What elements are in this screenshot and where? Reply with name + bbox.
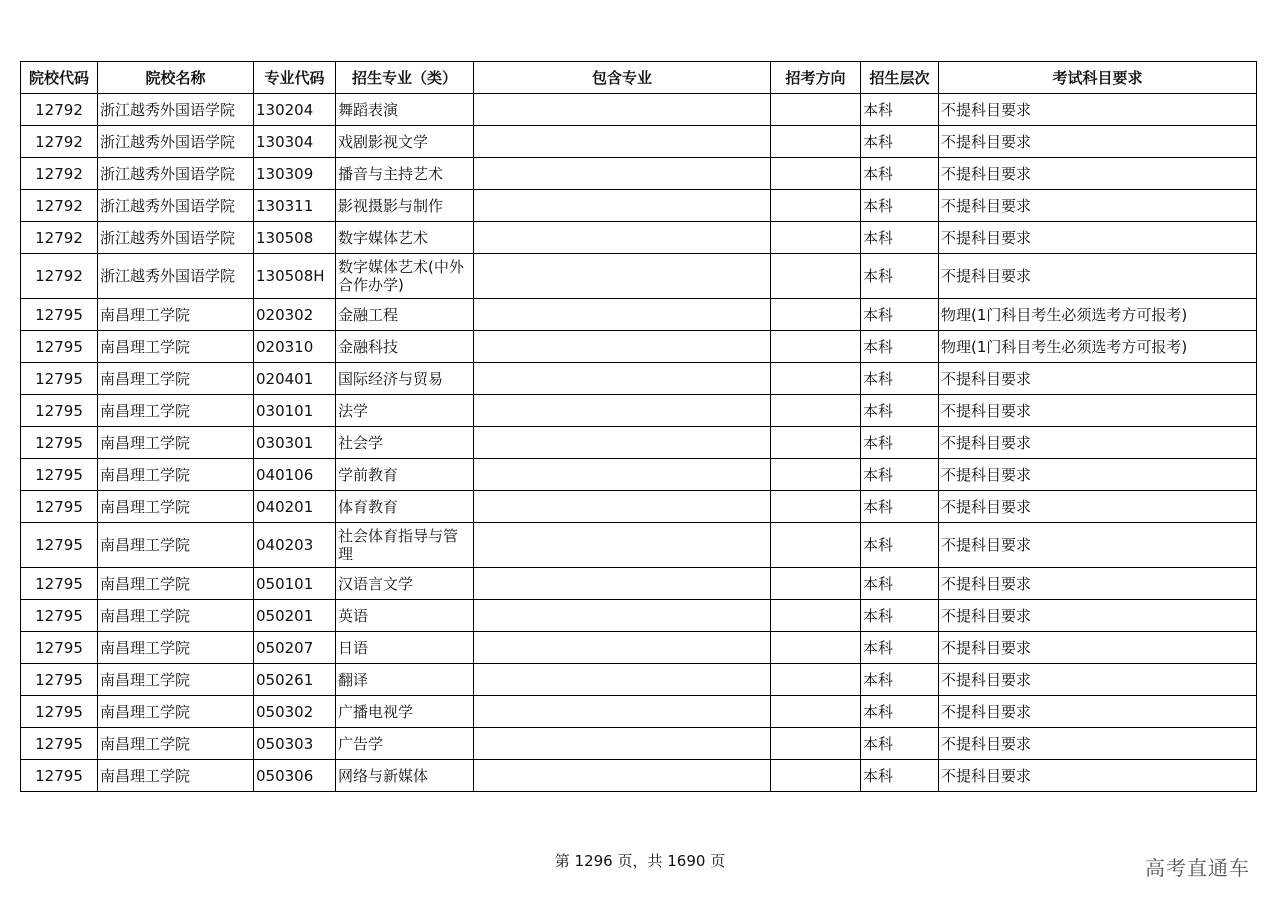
cell-school-code: 12792 xyxy=(21,190,98,222)
cell-school-name: 浙江越秀外国语学院 xyxy=(98,94,254,126)
table-row xyxy=(21,632,1257,664)
cell-school-name: 南昌理工学院 xyxy=(98,728,254,760)
table-row xyxy=(21,459,1257,491)
cell-level: 本科 xyxy=(861,664,939,696)
header-major-code: 专业代码 xyxy=(254,62,336,94)
cell-requirement: 不提科目要求 xyxy=(939,523,1257,568)
cell-level: 本科 xyxy=(861,363,939,395)
cell-level: 本科 xyxy=(861,459,939,491)
table-row xyxy=(21,568,1257,600)
cell-includes xyxy=(474,363,771,395)
header-row xyxy=(21,62,1257,94)
cell-level: 本科 xyxy=(861,491,939,523)
cell-school-name: 南昌理工学院 xyxy=(98,331,254,363)
cell-includes xyxy=(474,696,771,728)
cell-requirement: 不提科目要求 xyxy=(939,491,1257,523)
cell-major: 数字媒体艺术(中外合作办学) xyxy=(336,254,474,299)
cell-requirement: 不提科目要求 xyxy=(939,126,1257,158)
cell-includes xyxy=(474,331,771,363)
header-major: 招生专业（类） xyxy=(336,62,474,94)
table-row xyxy=(21,158,1257,190)
header-requirement: 考试科目要求 xyxy=(939,62,1257,94)
cell-major: 网络与新媒体 xyxy=(336,760,474,792)
cell-school-code: 12795 xyxy=(21,600,98,632)
cell-major-code: 130204 xyxy=(254,94,336,126)
cell-direction xyxy=(771,728,861,760)
cell-level: 本科 xyxy=(861,568,939,600)
cell-includes xyxy=(474,158,771,190)
cell-major-code: 020302 xyxy=(254,299,336,331)
cell-level: 本科 xyxy=(861,728,939,760)
cell-direction xyxy=(771,600,861,632)
cell-major: 舞蹈表演 xyxy=(336,94,474,126)
cell-direction xyxy=(771,94,861,126)
cell-school-name: 南昌理工学院 xyxy=(98,523,254,568)
cell-level: 本科 xyxy=(861,632,939,664)
cell-school-code: 12795 xyxy=(21,568,98,600)
cell-requirement: 不提科目要求 xyxy=(939,600,1257,632)
cell-level: 本科 xyxy=(861,760,939,792)
cell-direction xyxy=(771,491,861,523)
enrollment-table xyxy=(20,61,1257,792)
header-direction: 招考方向 xyxy=(771,62,861,94)
cell-school-name: 南昌理工学院 xyxy=(98,491,254,523)
cell-school-code: 12795 xyxy=(21,491,98,523)
cell-school-name: 浙江越秀外国语学院 xyxy=(98,158,254,190)
cell-major: 国际经济与贸易 xyxy=(336,363,474,395)
cell-level: 本科 xyxy=(861,600,939,632)
page-footer: 第 1296 页，共 1690 页 xyxy=(554,852,726,870)
cell-direction xyxy=(771,363,861,395)
cell-direction xyxy=(771,299,861,331)
cell-includes xyxy=(474,254,771,299)
header-school-name: 院校名称 xyxy=(98,62,254,94)
cell-direction xyxy=(771,459,861,491)
cell-direction xyxy=(771,331,861,363)
cell-school-code: 12792 xyxy=(21,126,98,158)
cell-school-name: 南昌理工学院 xyxy=(98,427,254,459)
cell-level: 本科 xyxy=(861,158,939,190)
cell-includes xyxy=(474,632,771,664)
cell-school-name: 浙江越秀外国语学院 xyxy=(98,126,254,158)
cell-school-code: 12792 xyxy=(21,222,98,254)
cell-major: 翻译 xyxy=(336,664,474,696)
cell-major-code: 040106 xyxy=(254,459,336,491)
cell-school-code: 12795 xyxy=(21,523,98,568)
cell-includes xyxy=(474,299,771,331)
cell-school-code: 12795 xyxy=(21,459,98,491)
cell-includes xyxy=(474,600,771,632)
cell-includes xyxy=(474,459,771,491)
cell-major: 金融工程 xyxy=(336,299,474,331)
table-row xyxy=(21,395,1257,427)
cell-school-name: 南昌理工学院 xyxy=(98,664,254,696)
header-level: 招生层次 xyxy=(861,62,939,94)
header-includes: 包含专业 xyxy=(474,62,771,94)
header-school-code: 院校代码 xyxy=(21,62,98,94)
cell-direction xyxy=(771,254,861,299)
cell-school-name: 南昌理工学院 xyxy=(98,299,254,331)
cell-requirement: 不提科目要求 xyxy=(939,94,1257,126)
table-row xyxy=(21,728,1257,760)
cell-includes xyxy=(474,728,771,760)
cell-includes xyxy=(474,568,771,600)
cell-major-code: 030101 xyxy=(254,395,336,427)
cell-school-code: 12795 xyxy=(21,363,98,395)
cell-school-code: 12795 xyxy=(21,632,98,664)
cell-school-code: 12795 xyxy=(21,427,98,459)
cell-direction xyxy=(771,222,861,254)
cell-major-code: 050101 xyxy=(254,568,336,600)
cell-school-code: 12795 xyxy=(21,728,98,760)
cell-includes xyxy=(474,523,771,568)
cell-direction xyxy=(771,126,861,158)
cell-school-code: 12792 xyxy=(21,158,98,190)
table-row xyxy=(21,363,1257,395)
cell-level: 本科 xyxy=(861,523,939,568)
cell-major-code: 020401 xyxy=(254,363,336,395)
cell-requirement: 不提科目要求 xyxy=(939,459,1257,491)
cell-school-code: 12795 xyxy=(21,331,98,363)
cell-direction xyxy=(771,158,861,190)
cell-school-name: 南昌理工学院 xyxy=(98,696,254,728)
cell-major-code: 050261 xyxy=(254,664,336,696)
cell-major-code: 130508 xyxy=(254,222,336,254)
table-row xyxy=(21,427,1257,459)
cell-major-code: 040203 xyxy=(254,523,336,568)
cell-major: 影视摄影与制作 xyxy=(336,190,474,222)
cell-major: 广播电视学 xyxy=(336,696,474,728)
cell-requirement: 物理(1门科目考生必须选考方可报考) xyxy=(939,299,1257,331)
cell-major: 汉语言文学 xyxy=(336,568,474,600)
table-row xyxy=(21,696,1257,728)
cell-major-code: 130311 xyxy=(254,190,336,222)
table-row xyxy=(21,664,1257,696)
cell-major: 播音与主持艺术 xyxy=(336,158,474,190)
cell-major-code: 050207 xyxy=(254,632,336,664)
cell-includes xyxy=(474,94,771,126)
cell-school-code: 12792 xyxy=(21,254,98,299)
table-row xyxy=(21,254,1257,299)
cell-requirement: 物理(1门科目考生必须选考方可报考) xyxy=(939,331,1257,363)
cell-school-name: 南昌理工学院 xyxy=(98,632,254,664)
cell-requirement: 不提科目要求 xyxy=(939,632,1257,664)
cell-school-code: 12795 xyxy=(21,395,98,427)
table-row xyxy=(21,94,1257,126)
cell-major: 社会体育指导与管理 xyxy=(336,523,474,568)
cell-level: 本科 xyxy=(861,190,939,222)
cell-direction xyxy=(771,190,861,222)
cell-school-code: 12795 xyxy=(21,299,98,331)
cell-direction xyxy=(771,664,861,696)
cell-requirement: 不提科目要求 xyxy=(939,664,1257,696)
cell-level: 本科 xyxy=(861,299,939,331)
cell-level: 本科 xyxy=(861,427,939,459)
cell-requirement: 不提科目要求 xyxy=(939,158,1257,190)
table-row xyxy=(21,523,1257,568)
cell-major: 学前教育 xyxy=(336,459,474,491)
cell-major-code: 050302 xyxy=(254,696,336,728)
watermark-logo: 高考直通车 xyxy=(1145,856,1250,880)
cell-direction xyxy=(771,696,861,728)
cell-requirement: 不提科目要求 xyxy=(939,728,1257,760)
cell-major: 日语 xyxy=(336,632,474,664)
table-row xyxy=(21,190,1257,222)
table-row xyxy=(21,600,1257,632)
cell-school-code: 12795 xyxy=(21,696,98,728)
cell-school-name: 南昌理工学院 xyxy=(98,395,254,427)
cell-major: 体育教育 xyxy=(336,491,474,523)
cell-direction xyxy=(771,427,861,459)
table-row xyxy=(21,760,1257,792)
cell-major: 戏剧影视文学 xyxy=(336,126,474,158)
cell-level: 本科 xyxy=(861,395,939,427)
cell-requirement: 不提科目要求 xyxy=(939,222,1257,254)
cell-school-name: 浙江越秀外国语学院 xyxy=(98,190,254,222)
table-row xyxy=(21,299,1257,331)
cell-major: 社会学 xyxy=(336,427,474,459)
cell-major-code: 050306 xyxy=(254,760,336,792)
cell-school-name: 浙江越秀外国语学院 xyxy=(98,254,254,299)
cell-requirement: 不提科目要求 xyxy=(939,363,1257,395)
cell-major: 数字媒体艺术 xyxy=(336,222,474,254)
table-row xyxy=(21,331,1257,363)
table-row xyxy=(21,126,1257,158)
cell-school-code: 12792 xyxy=(21,94,98,126)
cell-major-code: 050303 xyxy=(254,728,336,760)
cell-major-code: 130309 xyxy=(254,158,336,190)
cell-school-code: 12795 xyxy=(21,760,98,792)
cell-requirement: 不提科目要求 xyxy=(939,427,1257,459)
cell-major: 金融科技 xyxy=(336,331,474,363)
cell-includes xyxy=(474,491,771,523)
cell-level: 本科 xyxy=(861,94,939,126)
cell-school-code: 12795 xyxy=(21,664,98,696)
cell-requirement: 不提科目要求 xyxy=(939,395,1257,427)
table-row xyxy=(21,222,1257,254)
cell-level: 本科 xyxy=(861,254,939,299)
cell-school-name: 南昌理工学院 xyxy=(98,459,254,491)
cell-major-code: 030301 xyxy=(254,427,336,459)
cell-direction xyxy=(771,523,861,568)
cell-major: 广告学 xyxy=(336,728,474,760)
cell-includes xyxy=(474,126,771,158)
cell-level: 本科 xyxy=(861,696,939,728)
cell-includes xyxy=(474,395,771,427)
cell-includes xyxy=(474,664,771,696)
cell-requirement: 不提科目要求 xyxy=(939,696,1257,728)
cell-major-code: 020310 xyxy=(254,331,336,363)
cell-major-code: 130304 xyxy=(254,126,336,158)
cell-requirement: 不提科目要求 xyxy=(939,190,1257,222)
cell-major-code: 130508H xyxy=(254,254,336,299)
cell-major-code: 040201 xyxy=(254,491,336,523)
cell-major: 法学 xyxy=(336,395,474,427)
cell-includes xyxy=(474,190,771,222)
cell-direction xyxy=(771,760,861,792)
cell-requirement: 不提科目要求 xyxy=(939,568,1257,600)
cell-school-name: 南昌理工学院 xyxy=(98,568,254,600)
cell-includes xyxy=(474,760,771,792)
cell-direction xyxy=(771,395,861,427)
cell-school-name: 南昌理工学院 xyxy=(98,600,254,632)
cell-school-name: 南昌理工学院 xyxy=(98,363,254,395)
cell-includes xyxy=(474,427,771,459)
table-row xyxy=(21,491,1257,523)
cell-level: 本科 xyxy=(861,126,939,158)
cell-school-name: 南昌理工学院 xyxy=(98,760,254,792)
cell-direction xyxy=(771,568,861,600)
cell-major-code: 050201 xyxy=(254,600,336,632)
cell-requirement: 不提科目要求 xyxy=(939,760,1257,792)
cell-school-name: 浙江越秀外国语学院 xyxy=(98,222,254,254)
cell-level: 本科 xyxy=(861,222,939,254)
cell-includes xyxy=(474,222,771,254)
cell-requirement: 不提科目要求 xyxy=(939,254,1257,299)
cell-level: 本科 xyxy=(861,331,939,363)
cell-direction xyxy=(771,632,861,664)
cell-major: 英语 xyxy=(336,600,474,632)
